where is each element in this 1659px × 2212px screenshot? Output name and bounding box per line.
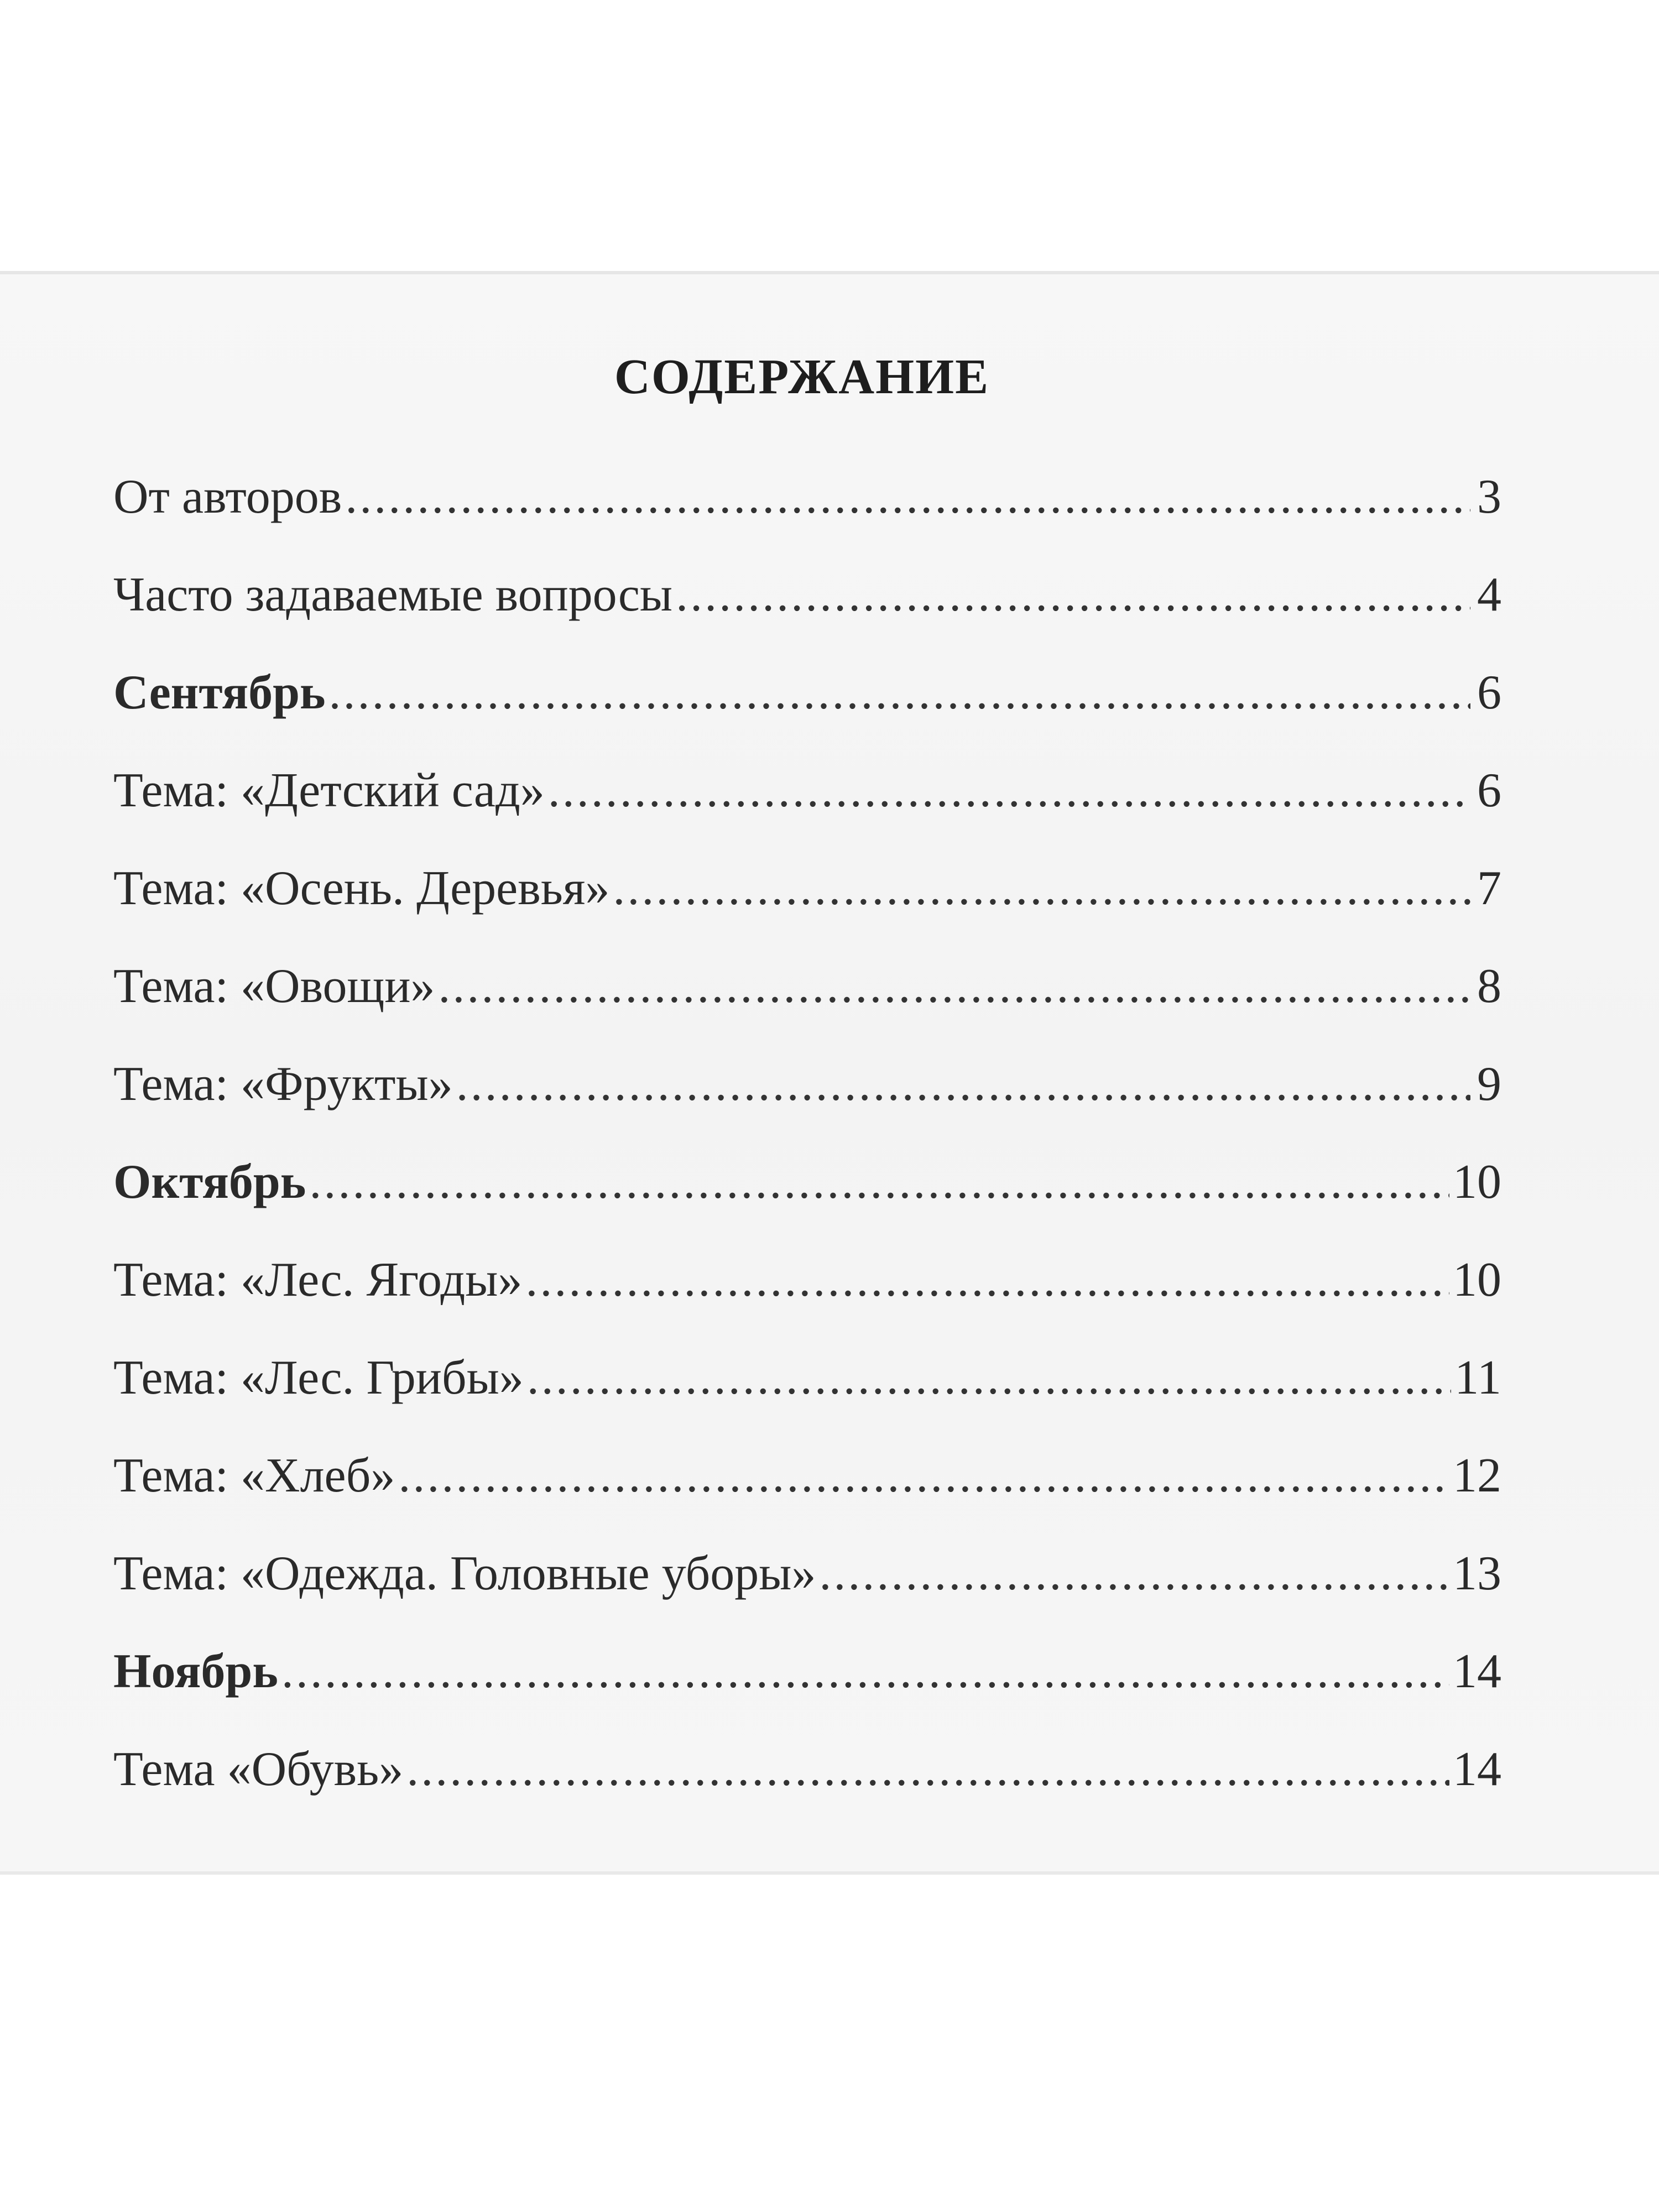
toc-entry-label: Часто задаваемые вопросы (113, 568, 673, 622)
dot-leader (525, 1256, 1449, 1305)
toc-entry (113, 959, 1501, 1060)
dot-leader (613, 864, 1470, 913)
toc-entry-page: 10 (1453, 1155, 1501, 1209)
dot-leader (438, 962, 1470, 1011)
dot-leader (548, 766, 1470, 815)
dot-leader (819, 1550, 1449, 1598)
dot-leader (456, 1060, 1470, 1109)
toc-entry-page: 11 (1454, 1351, 1501, 1405)
toc-entry-label: От авторов (113, 470, 342, 524)
toc-entry-label: Тема: «Фрукты» (113, 1057, 453, 1111)
toc-entry-page: 9 (1477, 1057, 1501, 1111)
dot-leader (398, 1452, 1449, 1500)
dot-leader (406, 1745, 1449, 1794)
toc-entry-label: Ноябрь (113, 1645, 278, 1698)
page-top-edge (0, 271, 1659, 274)
toc-entry-label: Тема: «Хлеб» (113, 1449, 395, 1503)
toc-month-entry (113, 666, 1501, 766)
toc-month-entry (113, 1155, 1501, 1256)
toc-entry-page: 13 (1453, 1547, 1501, 1600)
toc-entry-label: Тема: «Лес. Грибы» (113, 1351, 524, 1405)
dot-leader (527, 1354, 1451, 1402)
page-bottom-edge (0, 1871, 1659, 1875)
document-page (0, 271, 1659, 1875)
toc-entry-page: 7 (1477, 862, 1501, 915)
toc-entry (113, 568, 1501, 669)
toc-entry-label: Сентябрь (113, 666, 326, 719)
toc-entry-page: 10 (1453, 1253, 1501, 1307)
toc-entry (113, 1745, 1501, 1843)
dot-leader (329, 669, 1470, 717)
toc-entry-page: 14 (1453, 1743, 1501, 1796)
dot-leader (281, 1647, 1449, 1696)
toc-entry-label: Тема: «Одежда. Головные уборы» (113, 1547, 816, 1600)
toc-entry-page: 6 (1477, 666, 1501, 719)
toc-entry (113, 766, 1501, 864)
toc-entry-page: 4 (1477, 568, 1501, 622)
toc-entry-page: 12 (1453, 1449, 1501, 1503)
toc-entry-label: Тема «Обувь» (113, 1743, 404, 1796)
toc-entry (113, 1351, 1501, 1452)
toc-entry-page: 8 (1477, 959, 1501, 1013)
toc-entry (113, 470, 1501, 571)
table-of-contents (113, 470, 1501, 1843)
toc-month-entry (113, 1647, 1501, 1745)
toc-entry-label: Тема: «Детский сад» (113, 764, 545, 817)
toc-entry-page: 14 (1453, 1645, 1501, 1698)
toc-entry (113, 1253, 1501, 1354)
toc-entry-label: Октябрь (113, 1155, 306, 1209)
toc-entry (113, 1057, 1501, 1158)
toc-entry-page: 6 (1477, 764, 1501, 817)
toc-entry-label: Тема: «Лес. Ягоды» (113, 1253, 523, 1307)
toc-entry (113, 1547, 1501, 1647)
toc-entry (113, 1449, 1501, 1550)
toc-title: СОДЕРЖАНИЕ (614, 349, 990, 404)
toc-entry-label: Тема: «Осень. Деревья» (113, 862, 610, 915)
dot-leader (345, 473, 1470, 521)
toc-entry-page: 3 (1477, 470, 1501, 524)
dot-leader (676, 571, 1470, 619)
toc-entry (113, 864, 1501, 962)
dot-leader (309, 1158, 1449, 1207)
toc-entry-label: Тема: «Овощи» (113, 959, 435, 1013)
